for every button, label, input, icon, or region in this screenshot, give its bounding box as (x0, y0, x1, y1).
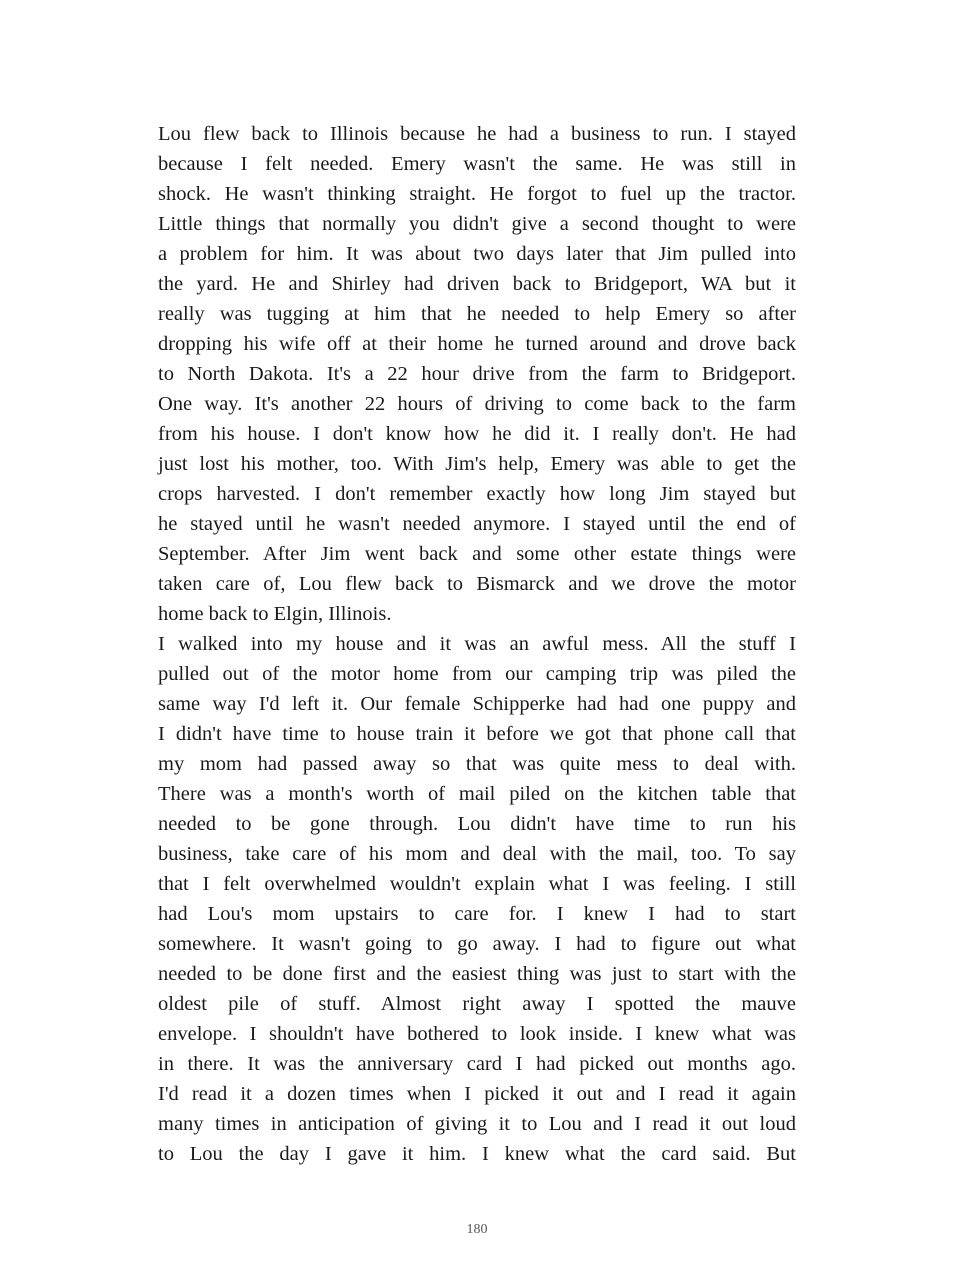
text-line: in there. It was the anniversary card I had picked out months ago. (158, 1053, 796, 1075)
text-line: I'd read it a dozen times when I picked it out and I read it again (158, 1083, 796, 1105)
text-line: business, take care of his mom and deal with the mail, too. To say (158, 843, 796, 865)
text-line: somewhere. It wasn't going to go away. I had to figure out what (158, 933, 796, 955)
text-line: shock. He wasn't thinking straight. He forgot to fuel up the tractor. (158, 183, 796, 205)
text-line: the yard. He and Shirley had driven back to Bridgeport, WA but it (158, 273, 796, 295)
text-line: really was tugging at him that he needed to help Emery so after (158, 303, 796, 325)
text-line: many times in anticipation of giving it to Lou and I read it out loud (158, 1113, 796, 1135)
text-line: I didn't have time to house train it before we got that phone call that (158, 723, 796, 745)
text-line: just lost his mother, too. With Jim's help, Emery was able to get the (158, 453, 796, 475)
text-line: pulled out of the motor home from our camping trip was piled the (158, 663, 796, 685)
text-line: needed to be gone through. Lou didn't have time to run his (158, 813, 796, 835)
text-line: to Lou the day I gave it him. I knew what the card said. But (158, 1143, 796, 1165)
text-line: to North Dakota. It's a 22 hour drive from the farm to Bridgeport. (158, 363, 796, 385)
text-line: There was a month's worth of mail piled on the kitchen table that (158, 783, 796, 805)
text-line: from his house. I don't know how he did it. I really don't. He had (158, 423, 796, 445)
text-line: September. After Jim went back and some other estate things were (158, 543, 796, 565)
text-line: because I felt needed. Emery wasn't the same. He was still in (158, 153, 796, 175)
text-line: Lou flew back to Illinois because he had a business to run. I stayed (158, 123, 796, 145)
text-line: crops harvested. I don't remember exactly how long Jim stayed but (158, 483, 796, 505)
text-line: oldest pile of stuff. Almost right away I spotted the mauve (158, 993, 796, 1015)
text-line: had Lou's mom upstairs to care for. I knew I had to start (158, 903, 796, 925)
text-line: One way. It's another 22 hours of driving to come back to the farm (158, 393, 796, 415)
text-line: same way I'd left it. Our female Schipperke had had one puppy and (158, 693, 796, 715)
paragraph-2 (158, 629, 796, 1169)
text-line: that I felt overwhelmed wouldn't explain what I was feeling. I still (158, 873, 796, 895)
text-line: needed to be done first and the easiest thing was just to start with the (158, 963, 796, 985)
text-line: a problem for him. It was about two days later that Jim pulled into (158, 243, 796, 265)
page-body (158, 119, 796, 1169)
text-line: home back to Elgin, Illinois. (158, 603, 392, 625)
text-line: envelope. I shouldn't have bothered to look inside. I knew what was (158, 1023, 796, 1045)
page-number: 180 (466, 1222, 488, 1237)
text-line: I walked into my house and it was an awful mess. All the stuff I (158, 633, 796, 655)
paragraph-1 (158, 119, 796, 629)
text-line: dropping his wife off at their home he turned around and drove back (158, 333, 796, 355)
text-line: taken care of, Lou flew back to Bismarck and we drove the motor (158, 573, 796, 595)
text-line: Little things that normally you didn't give a second thought to were (158, 213, 796, 235)
text-line: my mom had passed away so that was quite mess to deal with. (158, 753, 796, 775)
text-line: he stayed until he wasn't needed anymore. I stayed until the end of (158, 513, 796, 535)
